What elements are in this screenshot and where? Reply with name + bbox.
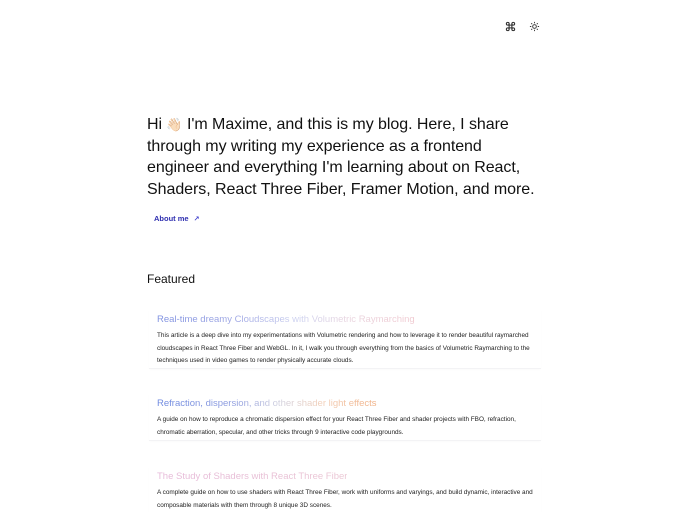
- article-card[interactable]: [149, 393, 541, 441]
- intro-greeting: Hi: [147, 116, 163, 133]
- article-description: A complete guide on how to use shaders with React Three Fiber, work with uniforms and varyings, and build dynamic, interactive and composable materials with them through 8 unique 3D scenes.: [157, 489, 533, 509]
- article-description: A guide on how to reproduce a chromatic dispersion effect for your React Three Fiber and shader projects with FBO, refraction, chromatic aberration, specular, and other tricks through 9 interactive code playgrounds.: [157, 416, 516, 436]
- article-title[interactable]: Refraction, dispersion, and other shader light effects: [157, 398, 377, 409]
- site-header: [0, 0, 688, 54]
- article-card[interactable]: [149, 309, 541, 369]
- about-me-label: About me: [154, 214, 189, 223]
- article-description: This article is a deep dive into my experimentations with Volumetric rendering and how to leverage it to render beautiful raymarched cloudscapes in React Three Fiber and WebGL. In it, I walk you through everything from the basics of Volumetric Raymarching to the techniques used in video games to render physically accurate clouds.: [157, 332, 530, 365]
- featured-heading: Featured: [147, 272, 196, 286]
- waving-hand-icon: 👋🏻: [166, 117, 183, 132]
- command-icon[interactable]: [502, 18, 518, 34]
- sun-icon[interactable]: [526, 18, 542, 34]
- article-title[interactable]: Real-time dreamy Cloudscapes with Volumetric Raymarching: [157, 314, 415, 325]
- article-title[interactable]: The Study of Shaders with React Three Fiber: [157, 471, 348, 482]
- about-me-link[interactable]: [154, 214, 199, 223]
- intro-text: [147, 114, 547, 200]
- intro-body: I'm Maxime, and this is my blog. Here, I share through my writing my experience as a frontend engineer and everything I'm learning about on React, Shaders, React Three Fiber, Framer Motion, and more.: [147, 116, 535, 198]
- header-actions: [502, 18, 542, 34]
- arrow-up-right-icon: ↗: [193, 215, 200, 223]
- article-card[interactable]: [149, 466, 541, 512]
